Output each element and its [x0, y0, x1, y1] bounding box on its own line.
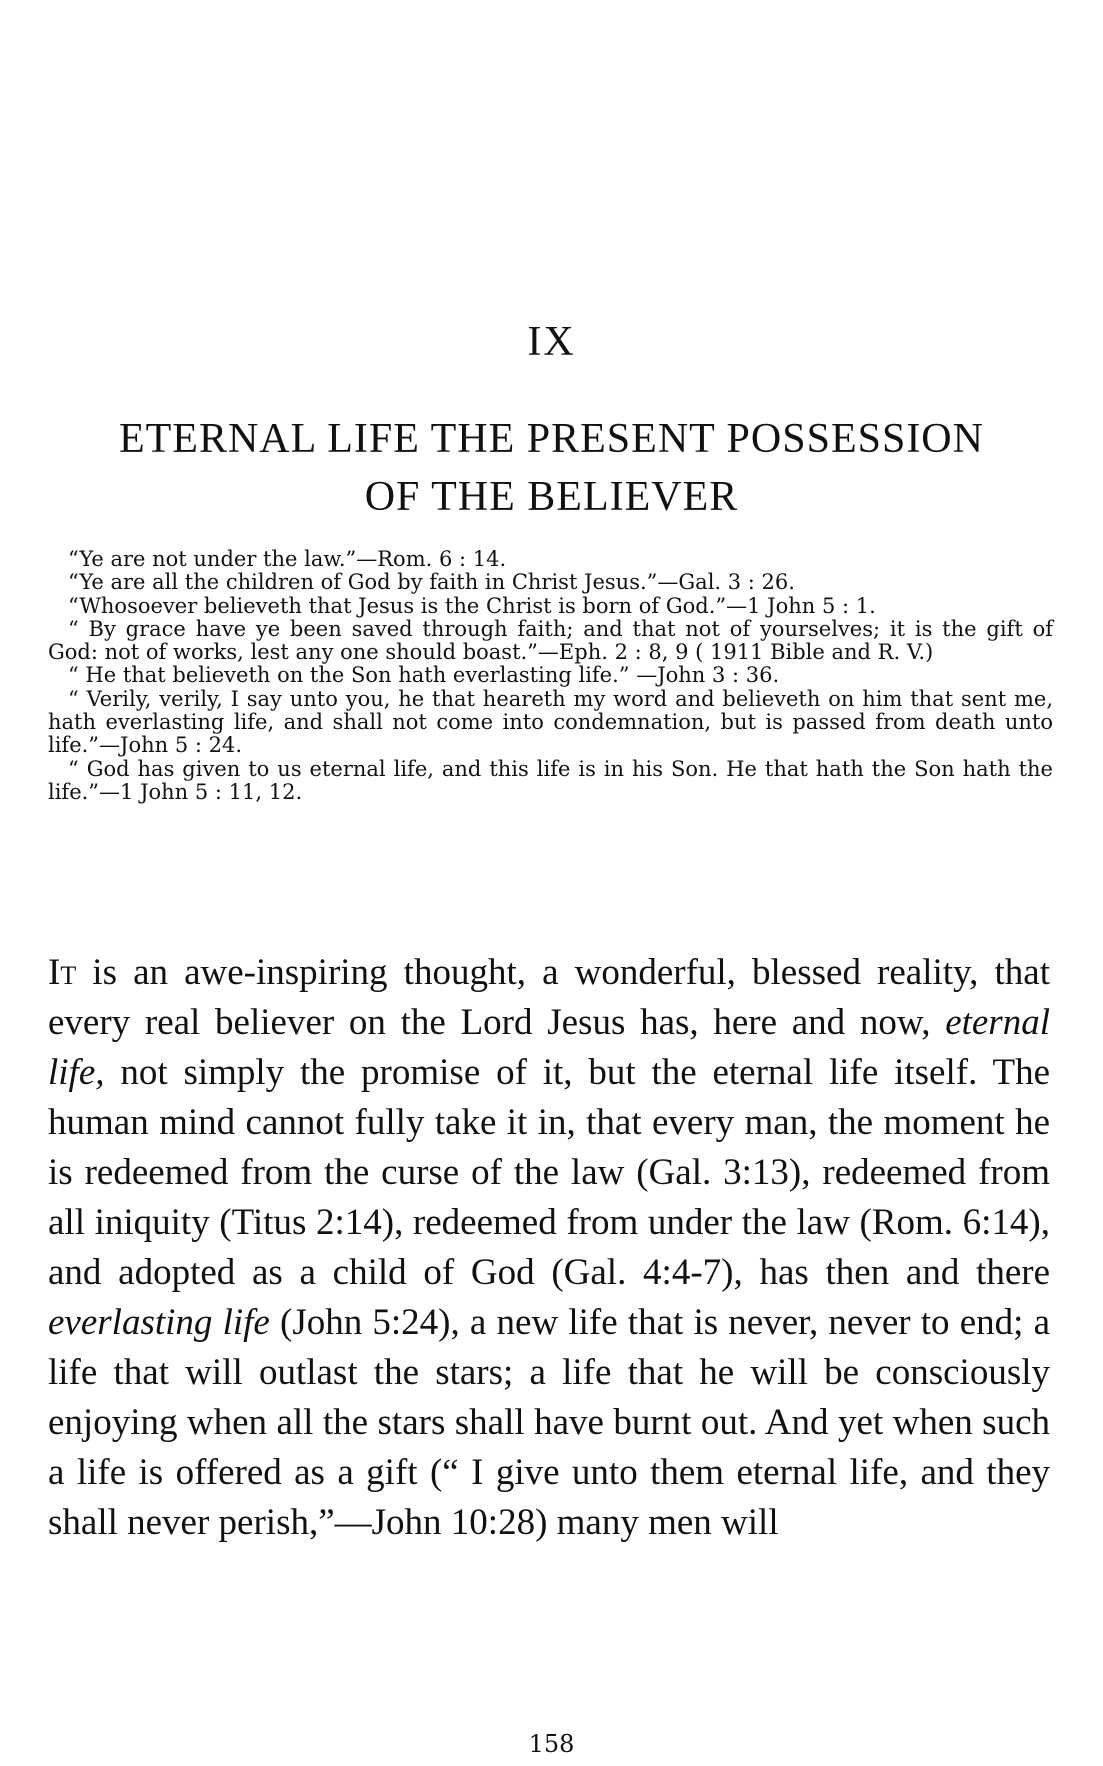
epigraph-quote: “ God has given to us eternal life, and this life is in his Son. He that hath the Son hath the life.”—1 John 5 : 11, 12. — [48, 756, 1053, 804]
body-paragraph — [48, 948, 1050, 1548]
chapter-number: IX — [527, 319, 576, 365]
body-text-segment: (John 5:24), a new life that is never, never to end; a life that will outlast the stars; a life that he will be consciously enjoying when all the stars shall have burnt out. And yet when such a life is offered as a gift (“ I give unto them eternal life, and they shall never perish,”—John 10:28) many men will — [48, 1302, 1050, 1543]
body-text-segment: is an awe-inspiring thought, a wonderful, blessed reality, that every real believer on the Lord Jesus has, here and now, — [48, 952, 1050, 1043]
chapter-title-line-2: OF THE BELIEVER — [364, 474, 739, 520]
epigraph-block — [48, 548, 1053, 804]
opening-word: It — [48, 952, 77, 993]
epigraph-quote: “Ye are not under the law.”—Rom. 6 : 14. — [68, 547, 507, 571]
chapter-title-line-1: ETERNAL LIFE THE PRESENT POSSESSION — [119, 416, 984, 462]
emphasis-everlasting-life: everlasting life — [48, 1302, 270, 1343]
epigraph-quote: “ By grace have ye been saved through faith; and that not of yourselves; it is the gift of God: not of works, lest any one should boast.”—Eph. 2 : 8, 9 ( 1911 Bible and R. V.) — [48, 616, 1053, 665]
page-number: 158 — [528, 1730, 575, 1758]
chapter-title — [40, 410, 1063, 526]
epigraph-quote: “Ye are all the children of God by faith in Christ Jesus.”—Gal. 3 : 26. — [68, 570, 795, 595]
epigraph-quote: “Whosoever believeth that Jesus is the Christ is born of God.”—1 John 5 : 1. — [68, 593, 876, 618]
epigraph-quote: “ Verily, verily, I say unto you, he that heareth my word and believeth on him that sent me, hath everlasting life, and shall not come into condemnation, but is passed from death unto life.”—John 5 : 24. — [48, 686, 1053, 758]
epigraph-quote: “ He that believeth on the Son hath everlasting life.” —John 3 : 36. — [68, 663, 780, 688]
body-text-segment: not simply the promise of it, but the eternal life itself. The human mind cannot fully take it in, that every man, the moment he is redeemed from the curse of the law (Gal. 3:13), redeemed from all iniquity (Titus 2:14), redeemed from under the law (Rom. 6:14), and adopted as a child of God (Gal. 4:4-7), has then and there — [48, 1052, 1050, 1293]
emphasis-eternal-life: eternal life, — [48, 1002, 1050, 1093]
